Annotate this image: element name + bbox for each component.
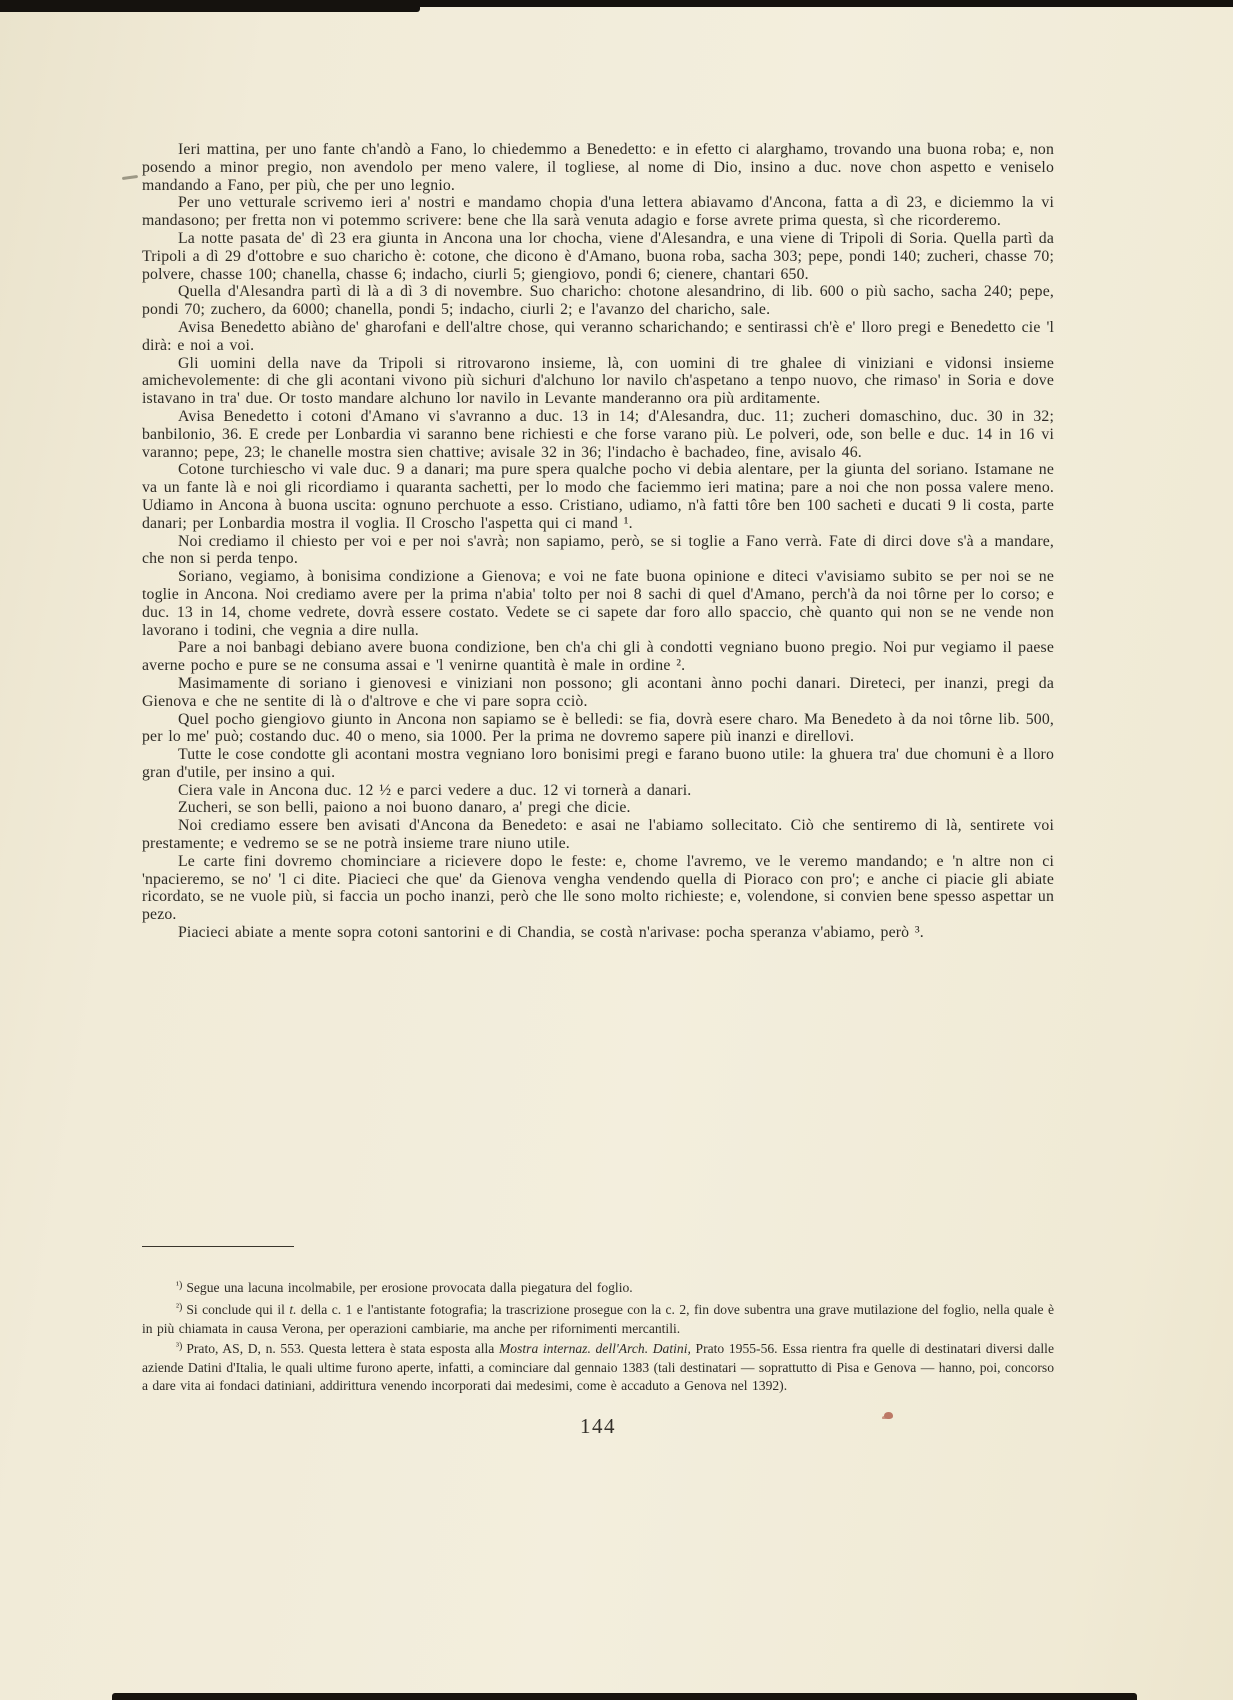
- footnote-3-text-italic: Mostra internaz. dell'Arch. Datini,: [498, 1340, 691, 1356]
- scan-top-edge-left: [0, 0, 420, 12]
- footnote-2-marker: ²): [176, 1301, 183, 1313]
- paragraph: Masimamente di soriano i gienovesi e viniziani non possono; gli acontani ànno pochi danari. Direteci, per inanzi, pregi da Gienova e che ne sentite di là o d'altrove e che vi pare sopra cciò.: [142, 674, 1054, 710]
- footnotes-section: [142, 1246, 1054, 1397]
- paragraph: Zucheri, se son belli, paiono a noi buono danaro, a' pregi che dicie.: [178, 799, 631, 817]
- footnote-1-text: Segue una lacuna incolmabile, per erosione provocata dalla piegatura del foglio.: [186, 1280, 633, 1295]
- pencil-margin-mark: [122, 175, 138, 180]
- paragraph: Gli uomini della nave da Tripoli si ritrovarono insieme, là, con uomini di tre ghalee di viniziani e vidonsi insieme amichevolemente: di che gli acontani vivono più sichuri d'alchuno lor navilo ch'aspetano a tenpo nuovo, che rimaso' in Soria e dove istavano in tra' due. Or tosto mandare alchuno lor navilo in Levante manderanno ora più arditamente.: [142, 354, 1054, 408]
- paragraph: Noi crediamo essere ben avisati d'Ancona da Benedeto: e asai ne l'abiamo sollecitato. Ciò che sentiremo di là, sentirete voi prestamente; e vedremo se se ne potrà insieme trare niuno utile.: [142, 817, 1054, 853]
- footnote-3-marker: ³): [176, 1340, 183, 1352]
- paragraph: La notte pasata de' dì 23 era giunta in Ancona una lor chocha, viene d'Alesandra, e una viene di Tripoli di Soria. Quella partì da Tripoli a dì 29 d'ottobre e suo charicho è: cotone, che dicono è d'Amano, buona roba, sacha 303; pepe, pondi 140; zucheri, chasse 70; polvere, chasse 100; chanella, chasse 6; indacho, ciurli 5; giengiovo, pondi 6; cienere, chantari 650.: [142, 229, 1054, 283]
- paragraph: Cotone turchiescho vi vale duc. 9 a danari; ma pure spera qualche pocho vi debia alentare, per la giunta del soriano. Istamane ne va un fante là e noi gli ricordiamo i quaranta sachetti, per lo modo che faciemmo ieri matina; pare a noi che non possa valere meno. Udiamo in Ancona à buona uscita: ognuno perchuote a esso. Cristiano, udiamo, n'à fatti tôre ben 100 sacheti e ducati 9 li costa, parte danari; per Lonbardia mostra il voglia. Il Croscho l'aspetta qui ci mand ¹.: [142, 461, 1054, 532]
- footnote-3: [142, 1340, 1054, 1395]
- paragraph: Piacieci abiate a mente sopra cotoni santorini e di Chandia, se costà n'arivase: pocha speranza v'abiamo, però ³.: [178, 924, 924, 942]
- footnote-3-text-pre: Prato, AS, D, n. 553. Questa lettera è stata esposta alla: [186, 1340, 499, 1356]
- paragraph: Le carte fini dovremo chominciare a ricievere dopo le feste: e, chome l'avremo, ve le veremo mandando; e 'n altre non ci 'npacieremo, se no' 'l ci dite. Piacieci che que' da Gienova vengha vendendo quella di Pioraco con pro'; e anche ci piacie gli abiate ricordato, se ne vuole più, si faccia un pocho inanzi, però che lle sono molto richieste; e, volendone, si convien bene spesso aspettar un pezo.: [142, 852, 1054, 924]
- footnote-2-text-italic: t.: [289, 1301, 297, 1317]
- paragraph: Avisa Benedetto i cotoni d'Amano vi s'avranno a duc. 13 in 14; d'Alesandra, duc. 11; zucheri domaschino, duc. 30 in 32; banbilonio, 36. E crede per Lonbardia vi saranno bene richiesti e che forse varano più. Le polveri, ode, son belle e duc. 14 in 16 vi varanno; pepe, 23; le chanelle mostra sien chattive; avisale 32 in 36; l'indacho è bachadeo, fine, avisalo 46.: [142, 407, 1054, 461]
- paragraph: Ciera vale in Ancona duc. 12 ½ e parci vedere a duc. 12 vi tornerà a danari.: [178, 781, 692, 799]
- paragraph: Tutte le cose condotte gli acontani mostra vegniano loro bonisimi pregi e farano buono utile: la ghuera tra' due chomuni è a lloro gran d'utile, per insino a qui.: [142, 746, 1054, 781]
- paragraph: Noi crediamo il chiesto per voi e per noi s'avrà; non sapiamo, però, se si toglie a Fano verrà. Fate di dirci dove s'à a mandare, che non si perda tenpo.: [142, 532, 1054, 568]
- footnote-separator-rule: [142, 1246, 294, 1247]
- paragraph: Ieri mattina, per uno fante ch'andò a Fano, lo chiedemmo a Benedetto: e in efetto ci alarghamo, trovando una buona roba; e, non posendo a minor pregio, non avendolo per meno valere, il togliese, al nome di Dio, insino a duc. nove chon aspetto e veniselo mandando a Fano, per più, che per uno legnio.: [142, 141, 1054, 194]
- footnote-2-text-post: della c. 1 e l'antistante fotografia; la trascrizione prosegue con la c. 2, fin dove subentra una grave mutilazione del foglio, nella quale è in più chiamata in causa Verona, per operazioni cambiarie, ma anche per rifornimenti mercantili.: [142, 1301, 1055, 1337]
- paragraph: Pare a noi banbagi debiano avere buona condizione, ben ch'a chi gli à condotti vegniano buono pregio. Noi pur vegiamo il paese averne pocho e pure se ne consuma assai e 'l venirne quantità è male in ordine ².: [142, 639, 1054, 675]
- scan-bottom-edge: [112, 1693, 1137, 1700]
- footnote-3-text-post: Prato 1955-56. Essa rientra fra quelle di destinatari diversi dalle aziende Datini d'Italia, le quali ultime furono aperte, infatti, a cominciare dal gennaio 1383 (tali destinatari — soprattutto di Pisa e Genova — hanno, poi, concorso a dare vita ai fondaci datiniani, addirittura venendo incorporati dai medesimi, come è accaduto a Genova nel 1392).: [142, 1340, 1054, 1393]
- footnote-1: [142, 1279, 1054, 1299]
- paragraph: Soriano, vegiamo, à bonisima condizione a Gienova; e voi ne fate buona opinione e diteci v'avisiamo subito se per noi se ne toglie in Ancona. Noi crediamo avere per la prima n'abia' tolto per noi 8 sachi di quel d'Amano, perch'à da noi tôrne per lo corso; e duc. 13 in 14, chome vedrete, dovrà essere costato. Vedete se ci sapete dar foro allo spaccio, chè quanto qui non se ne vende non lavorano i todini, che vegnia a dire nulla.: [142, 568, 1054, 639]
- paragraph: Per uno vetturale scrivemo ieri a' nostri e mandamo chopia d'una lettera abiavamo d'Ancona, fatta a dì 23, e diciemmo la vi mandasono; per fretta non vi potemmo scrivere: bene che lla sarà venuta adagio e forse avrete prima questa, sì che ricorderemo.: [142, 194, 1054, 230]
- paragraph: Quel pocho giengiovo giunto in Ancona non sapiamo se è belledi: se fia, dovrà esere charo. Ma Benedeto à da noi tôrne lib. 500, per lo me' può; costando duc. 40 o meno, sia 1000. Per la prima ne dovremo sapere più inanzi e direllovi.: [142, 710, 1054, 746]
- footnote-2-text-pre: Si conclude qui il: [186, 1301, 290, 1317]
- paragraph: Quella d'Alesandra partì di là a dì 3 di novembre. Suo charicho: chotone alesandrino, di lib. 600 o più sacho, sacha 240; pepe, pondi 70; zuchero, da 6000; chanella, pondi 5; indacho, ciurli 2; e l'avanzo del charicho, sale.: [142, 283, 1054, 319]
- page-number: 144: [580, 1414, 616, 1438]
- footnote-1-marker: ¹): [176, 1280, 183, 1291]
- paragraph: Avisa Benedetto abiàno de' gharofani e dell'altre chose, qui veranno scharichando; e sentirassi ch'è e' lloro pregi e Benedetto cie 'l dirà: e noi a voi.: [142, 318, 1054, 354]
- footnote-2: [142, 1301, 1054, 1338]
- letter-transcription-body: [142, 141, 1054, 942]
